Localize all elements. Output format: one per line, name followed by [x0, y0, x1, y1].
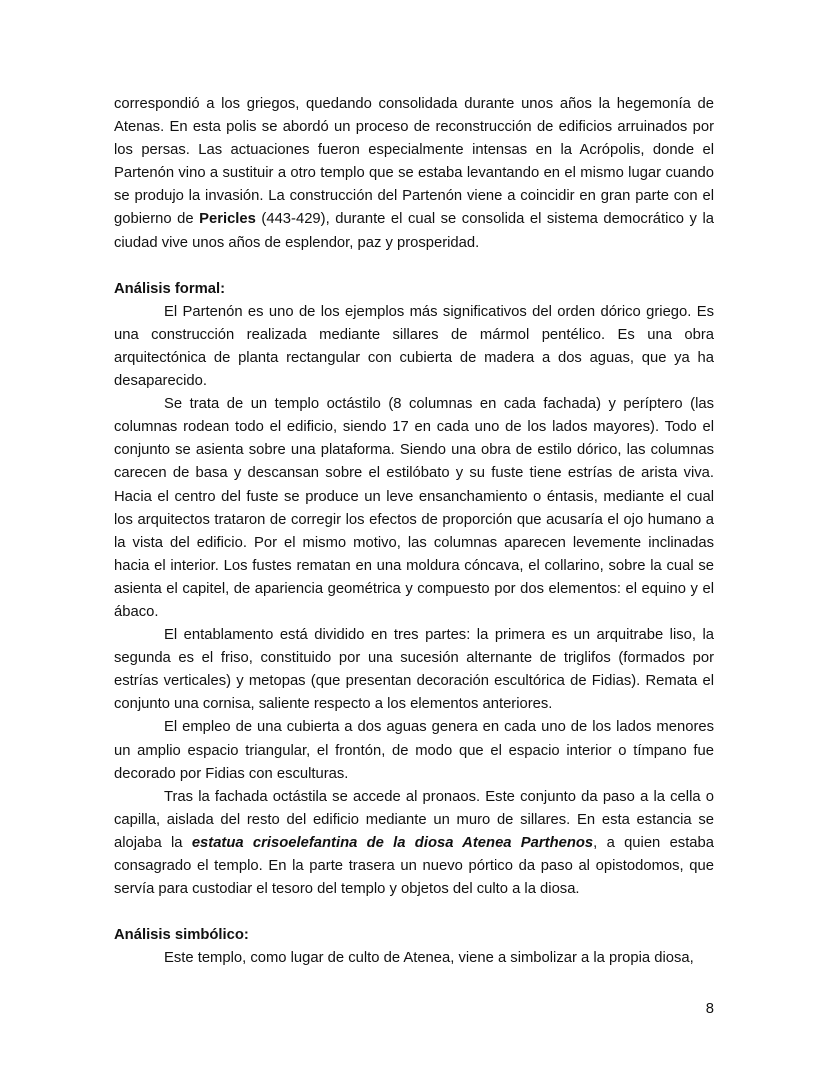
intro-paragraph	[114, 93, 714, 255]
formal-p5-before: Tras la fachada octástila se accede al pronaos. Este conjunto da paso a la cella o capilla, aislada del resto del edificio mediante un muro de sillares. En esta estancia se alojaba la	[114, 788, 714, 851]
formal-paragraph-4: El empleo de una cubierta a dos aguas genera en cada uno de los lados menores un amplio espacio triangular, el frontón, de modo que el espacio interior o tímpano fue decorado por Fidias con esculturas.	[114, 719, 714, 782]
formal-analysis-heading: Análisis formal:	[114, 280, 226, 297]
formal-paragraph-2: Se trata de un templo octástilo (8 columnas en cada fachada) y períptero (las columnas rodean todo el edificio, siendo 17 en cada uno de los lados mayores). Todo el conjunto se asienta sobre una plataforma. Siendo una obra de estilo dórico, las columnas carecen de basa y descansan sobre el estilóbato y su fuste tiene estrías de arista viva. Hacia el centro del fuste se produce un leve ensanchamiento o éntasis, mediante el cual los arquitectos trataron de corregir los efectos de proporción que acusaría el ojo humano a la vista del edificio. Por el mismo motivo, las columnas aparecen levemente inclinadas hacia el interior. Los fustes rematan en una moldura cóncava, el collarino, sobre la cual se asienta el capitel, de apariencia geométrica y compuesto por dos elementos: el equino y el ábaco.	[114, 396, 714, 620]
formal-paragraph-3: El entablamento está dividido en tres partes: la primera es un arquitrabe liso, la segunda es el friso, constituido por una sucesión alternante de triglifos (formados por estrías verticales) y metopas (que presentan decoración escultórica de Fidias). Remata el conjunto una cornisa, saliente respecto a los elementos anteriores.	[114, 627, 714, 713]
pericles-bold: Pericles	[199, 211, 256, 228]
intro-text-before: correspondió a los griegos, quedando consolidada durante unos años la hegemonía de Atenas. En esta polis se abordó un proceso de reconstrucción de edificios arruinados por los persas. Las actuaciones fueron especialmente intensas en la Acrópolis, donde el Partenón vino a sustituir a otro templo que se estaba levantando en el mismo lugar cuando se produjo la invasión. La construcción del Partenón viene a coincidir en gran parte con el gobierno de	[114, 96, 714, 228]
intro-text-after: (443-429), durante el cual se consolida el sistema democrático y la ciudad vive unos años de esplendor, paz y prosperidad.	[114, 211, 714, 251]
formal-p5-after: , a quien estaba consagrado el templo. En la parte trasera un nuevo pórtico da paso al opistodomos, que servía para custodiar el tesoro del templo y objetos del culto a la diosa.	[114, 834, 714, 898]
formal-paragraph-5	[114, 786, 714, 901]
formal-paragraph-1: El Partenón es uno de los ejemplos más significativos del orden dórico griego. Es una construcción realizada mediante sillares de mármol pentélico. Es una obra arquitectónica de planta rectangular con cubierta de madera a dos aguas, que ya ha desaparecido.	[114, 303, 714, 390]
page-number: 8	[705, 1001, 714, 1017]
statue-bold-italic: estatua crisoelefantina de la diosa Atenea Parthenos	[191, 834, 594, 851]
document-body	[114, 93, 714, 970]
symbolic-analysis-heading: Análisis simbólico:	[114, 927, 249, 944]
symbolic-paragraph-1: Este templo, como lugar de culto de Atenea, viene a simbolizar a la propia diosa,	[164, 950, 694, 967]
